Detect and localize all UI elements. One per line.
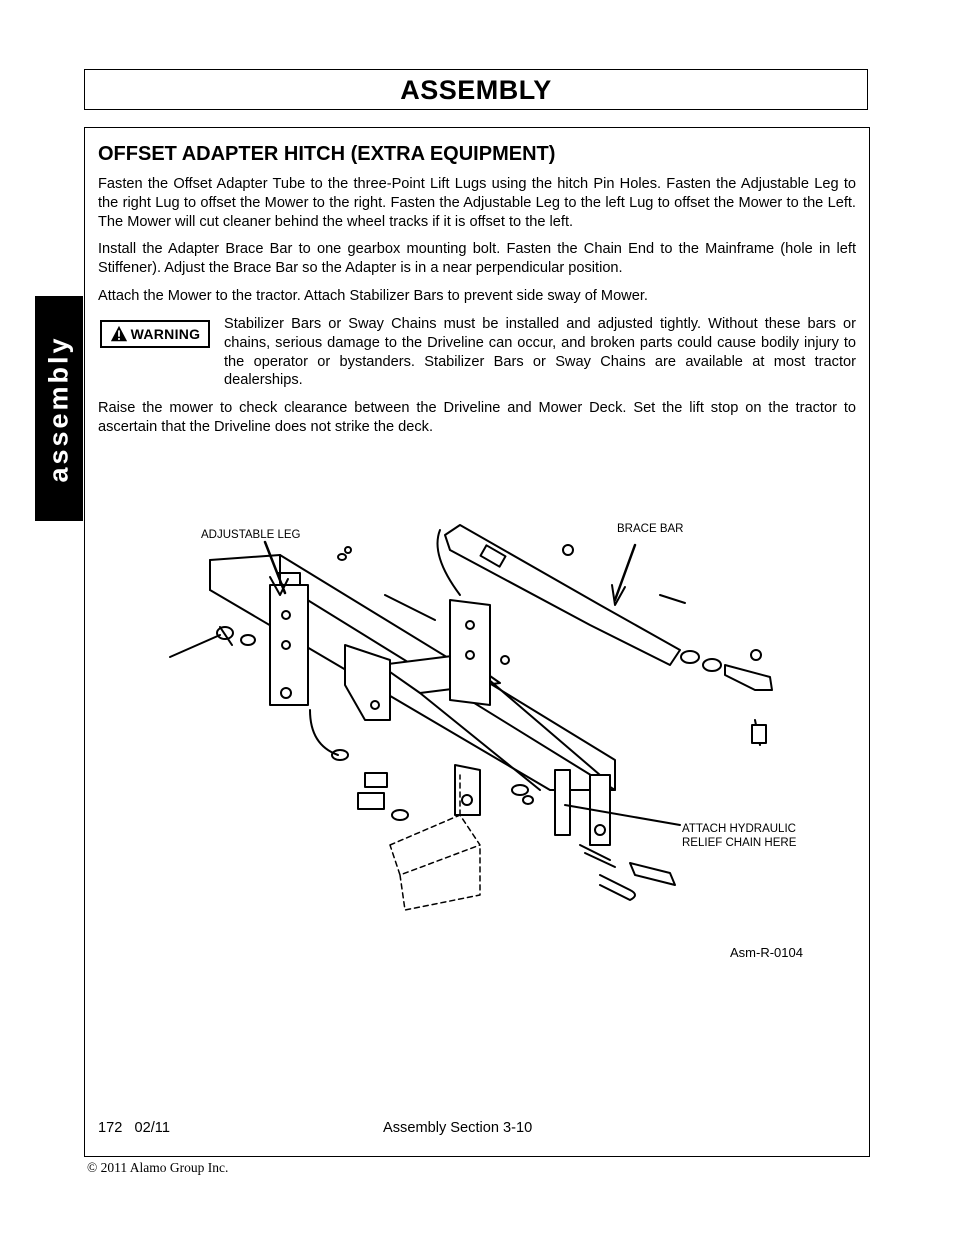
figure-label-attach-line1: ATTACH HYDRAULIC bbox=[682, 823, 796, 835]
figure-label-attach-chain bbox=[682, 822, 822, 850]
warning-triangle-icon bbox=[110, 325, 128, 343]
paragraph-warning: Stabilizer Bars or Sway Chains must be installed and adjusted tightly. Without these bars or chains, serious damage to the Driveline can occur, and broken parts could cause bodily injury to the operator or bystanders. Stabilizer Bars or Sway Chains are available at most tractor dealerships. bbox=[224, 316, 856, 389]
footer-page-number: 172 02/11 bbox=[98, 1120, 170, 1136]
offset-hitch-diagram bbox=[160, 515, 820, 925]
warning-label: WARNING bbox=[130, 326, 201, 342]
figure-id: Asm-R-0104 bbox=[730, 945, 803, 960]
figure-label-brace-bar: BRACE BAR bbox=[617, 523, 684, 535]
footer-section: Assembly Section 3-10 bbox=[383, 1120, 533, 1136]
page-header-title: ASSEMBLY bbox=[400, 75, 552, 105]
header-box bbox=[84, 69, 868, 110]
paragraph-attach-mower: Attach the Mower to the tractor. Attach Stabilizer Bars to prevent side sway of Mower. bbox=[98, 288, 648, 304]
figure-label-adjustable-leg: ADJUSTABLE LEG bbox=[201, 529, 301, 541]
copyright: © 2011 Alamo Group Inc. bbox=[87, 1160, 229, 1175]
paragraph-brace-bar: Install the Adapter Brace Bar to one gearbox mounting bolt. Fasten the Chain End to the Mainframe (hole in left Stiffener). Adjust the Brace Bar so the Adapter is in a near perpendicular position. bbox=[98, 241, 856, 276]
side-tab bbox=[35, 296, 83, 521]
paragraph-offset-tube: Fasten the Offset Adapter Tube to the three-Point Lift Lugs using the hitch Pin Holes. Fasten the Adjustable Leg to the right Lug to offset the Mower to the right. Fasten the Adjustable Leg to the left Lug to offset the Mower to the Left. The Mower will cut cleaner behind the wheel tracks if it is offset to the left. bbox=[98, 176, 856, 230]
warning-badge bbox=[100, 320, 210, 348]
figure-label-attach-line2: RELIEF CHAIN HERE bbox=[682, 837, 797, 849]
section-title: OFFSET ADAPTER HITCH (EXTRA EQUIPMENT) bbox=[98, 143, 556, 165]
side-tab-label: assembly bbox=[43, 334, 74, 483]
paragraph-clearance: Raise the mower to check clearance between the Driveline and Mower Deck. Set the lift stop on the tractor to ascertain that the Driveline does not strike the deck. bbox=[98, 400, 856, 435]
